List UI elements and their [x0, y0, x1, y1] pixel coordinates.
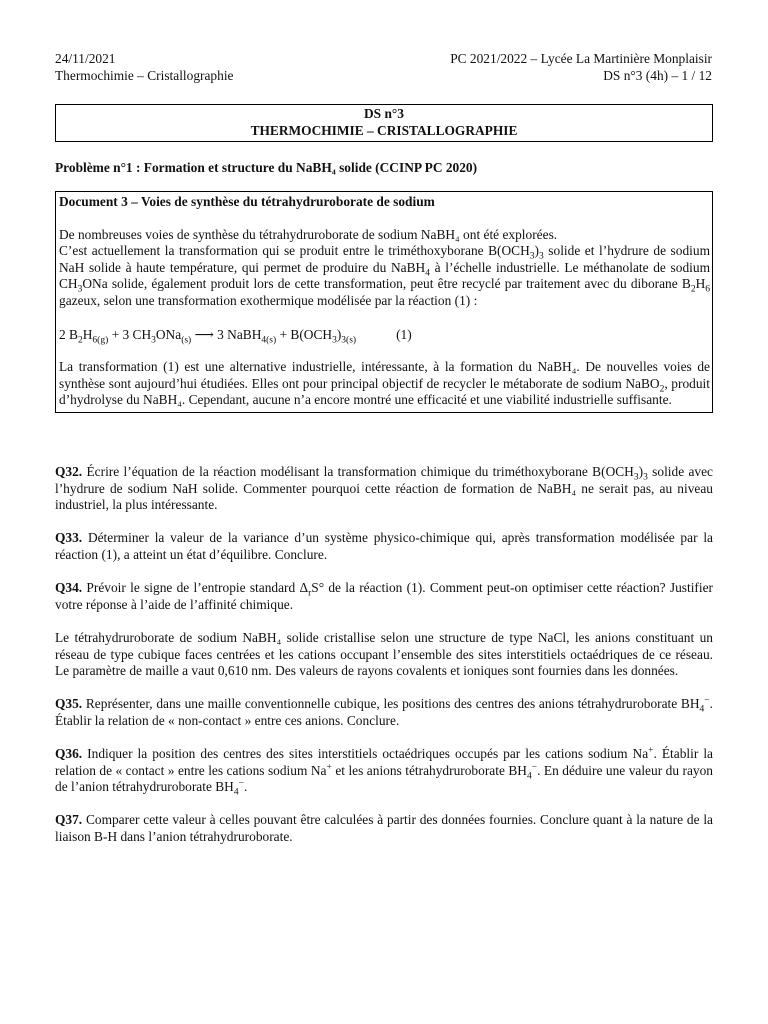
title-line-1: DS n°3: [364, 106, 404, 121]
header-subject: Thermochimie – Cristallographie: [55, 67, 234, 83]
reaction-equation: 2 $B_2H_{6(g)} + 3$ $CH_3ONa_{(s)}$ ⟶ 3 NaBH$_{4(s)}$ + $B(OCH_3)_{3(s)}$ (1): [59, 326, 412, 346]
questions-section: [55, 464, 713, 862]
q32-label: Q32.: [55, 464, 83, 479]
title-box: [55, 104, 713, 142]
document-title: Document 3 – Voies de synthèse du tétrahydruroborate de sodium: [59, 194, 435, 209]
question-q34: Q34. Prévoir le signe de l’entropie standard $\Delta_rS^\circ$ de la réaction (1). Comment peut-on optimiser cette réaction? Justifier votre réponse à l’aide de l’affinité chimique.: [55, 580, 713, 612]
equation-number: (1): [396, 326, 412, 342]
question-q37: Q37. Comparer cette valeur à celles pouvant être calculées à partir des données fournies. Conclure quant à la nature de la liaison B-H dans l’anion tétrahydruroborate.: [55, 812, 713, 845]
q36-label: Q36.: [55, 746, 83, 762]
q34-label: Q34.: [55, 580, 83, 596]
problem-heading: Problème n°1 : Formation et structure du NaBH₄ solide (CCINP PC 2020): [55, 160, 478, 175]
question-q36: Q36. Indiquer la position des centres des sites interstitiels octaédriques occupés par les cations sodium Na+. Établir la relation de « contact » entre les cations sodium Na+ et les anions tétrahydruroborate $BH_4^-$. En déduire une valeur du rayon de l’anion tétrahydruroborate $BH_4^-$.: [55, 745, 713, 798]
structure-intro-paragraph: Le tétrahydruroborate de sodium NaBH₄ solide cristallise selon une structure de type NaCl, les anions constituant un réseau de type cubique faces centrées et les cations occupant l’ensemble des sites interstitiels octaédriques de ce réseau. Le paramètre de maille a vaut 0,610 nm. Des valeurs de rayons covalents et ioniques sont fournies dans les données.: [55, 629, 713, 679]
document-box: [55, 191, 713, 413]
question-q32: Q32. Écrire l’équation de la réaction modélisant la transformation chimique du triméthoxyborane $B(OCH_3)_3$ solide avec l’hydrure de sodium NaH solide. Commenter pourquoi cette réaction de formation de NaBH₄ ne serait pas, au niveau industriel, la plus intéressante.: [55, 464, 713, 513]
question-q33: Q33. Déterminer la valeur de la variance d’un système physico-chimique qui, après transformation modélisée par la réaction (1), a atteint un état d’équilibre. Conclure.: [55, 530, 713, 562]
header-date: 24/11/2021: [55, 51, 116, 66]
header-course: PC 2021/2022 – Lycée La Martinière Monplaisir: [450, 51, 712, 66]
document-paragraph-1: [59, 227, 710, 310]
question-q35: Q35. Représenter, dans une maille conventionnelle cubique, les positions des centres des anions tétrahydruroborate $BH_4^-$. Établir la relation de « non-contact » entre ces anions. Conclure.: [55, 695, 713, 728]
document-p1-rest: C’est actuellement la transformation qui se produit entre le triméthoxyborane $B(OCH_3)_3$ solide et l’hydrure de sodium NaH solide à haute température, qui permet de produire du NaBH$_4$ à l’échelle industrielle. Le méthanolate de sodium $CH_3ONa$ solide, également produit lors de cette transformation, peut être recyclé par traitement avec du diborane $B_2H_6$ gazeux, selon une transformation exothermique modélisée par la réaction (1) :: [59, 243, 710, 308]
document-p1-line1: De nombreuses voies de synthèse du tétrahydruroborate de sodium NaBH₄ ont été explorées.: [59, 226, 558, 242]
title-line-2: THERMOCHIMIE – CRISTALLOGRAPHIE: [250, 122, 518, 138]
q37-label: Q37.: [55, 812, 83, 828]
header-exam-page: DS n°3 (4h) – 1 / 12: [603, 67, 712, 83]
q35-label: Q35.: [55, 696, 83, 712]
document-paragraph-2: La transformation (1) est une alternative industrielle, intéressante, à la formation du NaBH₄. De nouvelles voies de synthèse sont aujourd’hui étudiées. Elles ont pour principal objectif de recycler le métaborate de sodium NaBO$_2$, produit d’hydrolyse du NaBH₄. Cependant, aucune n’a encore montré une efficacité et une viabilité industrielle suffisante.: [59, 359, 710, 408]
q33-label: Q33.: [55, 530, 83, 546]
page-header: [55, 51, 712, 84]
